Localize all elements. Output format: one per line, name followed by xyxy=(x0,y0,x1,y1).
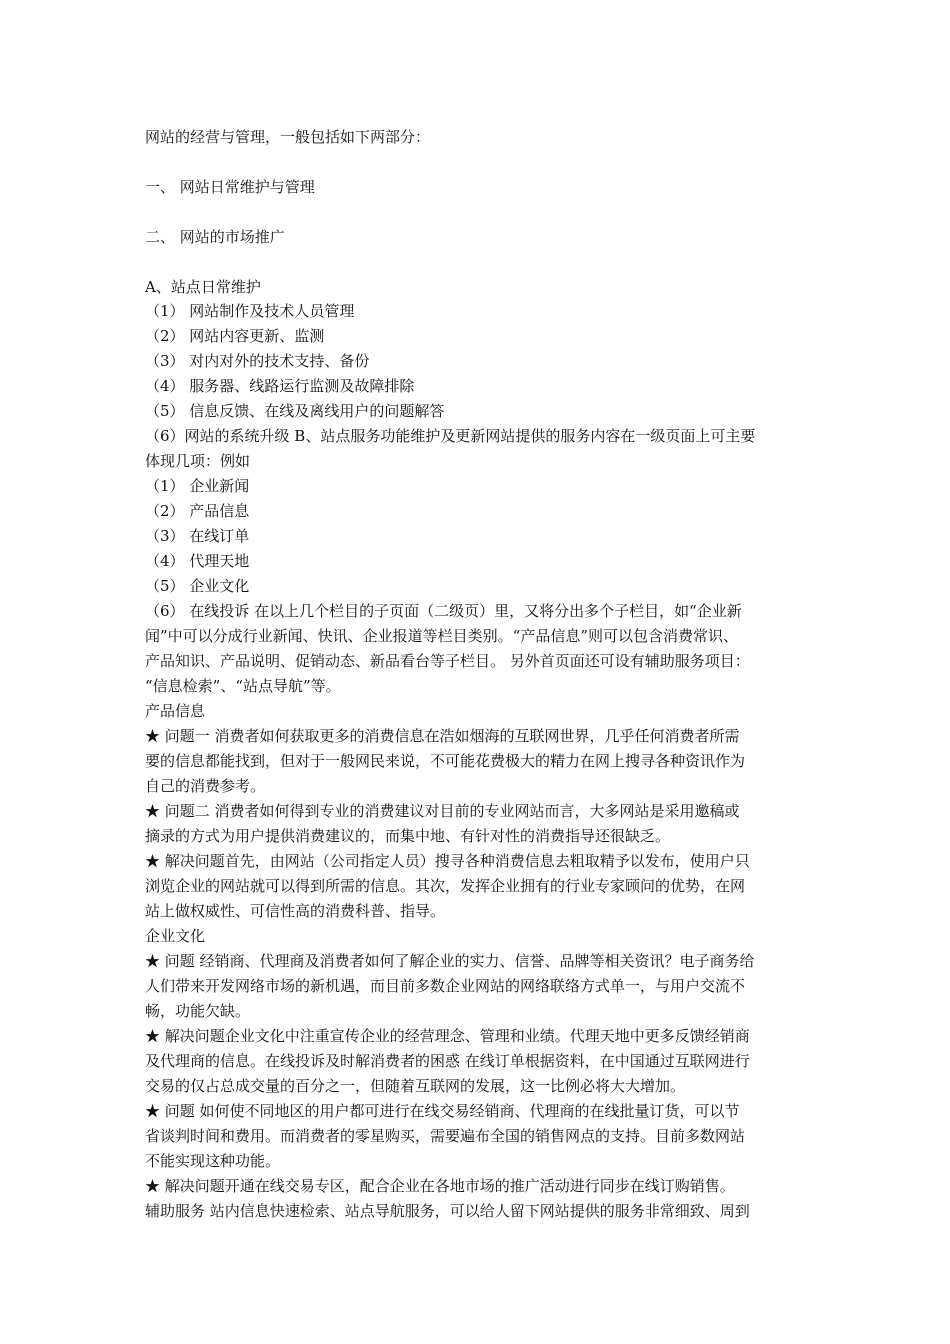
paragraph-line: （6）网站的系统升级 B、站点服务功能维护及更新网站提供的服务内容在一级页面上可主要 xyxy=(145,427,756,445)
paragraph-line: 站上做权威性、可信性高的消费科普、指导。 xyxy=(145,902,446,920)
heading-corporate-culture: 企业文化 xyxy=(145,927,206,945)
paragraph-line: 交易的仅占总成交量的百分之一，但随着互联网的发展，这一比例必将大大增加。 xyxy=(145,1077,686,1095)
paragraph-line: 人们带来开发网络市场的新机遇，而目前多数企业网站的网络联络方式单一，与用户交流不 xyxy=(145,977,746,995)
paragraph-line: 产品知识、产品说明、促销动态、新品看台等子栏目。 另外首页面还可设有辅助服务项目： xyxy=(145,652,750,670)
paragraph-line: ★ 解决问题开通在线交易专区，配合企业在各地市场的推广活动进行同步在线订购销售。 xyxy=(145,1177,735,1195)
list-item: （2） 网站内容更新、监测 xyxy=(145,327,325,345)
paragraph-line: ★ 问题 如何使不同地区的用户都可进行在线交易经销商、代理商的在线批量订货，可以节 xyxy=(145,1102,740,1120)
list-item: （4） 代理天地 xyxy=(145,552,250,570)
section-one-heading: 一、 网站日常维护与管理 xyxy=(145,178,315,196)
paragraph-line: ★ 问题一 消费者如何获取更多的消费信息在浩如烟海的互联网世界，几乎任何消费者所需 xyxy=(145,727,740,745)
paragraph-line: “信息检索”、“站点导航”等。 xyxy=(145,677,341,695)
paragraph-line: ★ 解决问题首先，由网站（公司指定人员）搜寻各种消费信息去粗取精予以发布，使用户只 xyxy=(145,852,750,870)
list-item: （1） 网站制作及技术人员管理 xyxy=(145,302,355,320)
list-item: （5） 信息反馈、在线及离线用户的问题解答 xyxy=(145,402,445,420)
paragraph-line: 自己的消费参考。 xyxy=(145,777,266,795)
list-item: （4） 服务器、线路运行监测及故障排除 xyxy=(145,377,415,395)
list-item: （3） 对内对外的技术支持、备份 xyxy=(145,352,370,370)
list-item: （5） 企业文化 xyxy=(145,577,250,595)
paragraph-line: 摘录的方式为用户提供消费建议的，而集中地、有针对性的消费指导还很缺乏。 xyxy=(145,827,671,845)
paragraph-line: （6） 在线投诉 在以上几个栏目的子页面（二级页）里，又将分出多个子栏目，如“企业新 xyxy=(145,602,742,620)
list-item: （1） 企业新闻 xyxy=(145,477,250,495)
paragraph-line: 省谈判时间和费用。而消费者的零星购买，需要遍布全国的销售网点的支持。目前多数网站 xyxy=(145,1127,746,1145)
paragraph-line: 浏览企业的网站就可以得到所需的信息。其次，发挥企业拥有的行业专家顾问的优势，在网 xyxy=(145,877,746,895)
heading-product-info: 产品信息 xyxy=(145,702,206,720)
paragraph-line: ★ 问题二 消费者如何得到专业的消费建议对目前的专业网站而言，大多网站是采用邀稿或 xyxy=(145,802,740,820)
paragraph-line: 及代理商的信息。在线投诉及时解消费者的困惑 在线订单根据资料，在中国通过互联网进行 xyxy=(145,1052,750,1070)
list-item: （3） 在线订单 xyxy=(145,527,250,545)
subsection-a-heading: A、站点日常维护 xyxy=(145,278,261,296)
paragraph-line: 要的信息都能找到，但对于一般网民来说，不可能花费极大的精力在网上搜寻各种资讯作为 xyxy=(145,752,746,770)
paragraph-line: ★ 问题 经销商、代理商及消费者如何了解企业的实力、信誉、品牌等相关资讯？电子商务给 xyxy=(145,952,755,970)
paragraph-line: 畅，功能欠缺。 xyxy=(145,1002,251,1020)
section-two-heading: 二、 网站的市场推广 xyxy=(145,228,285,246)
paragraph-line: 辅助服务 站内信息快速检索、站点导航服务，可以给人留下网站提供的服务非常细致、周到 xyxy=(145,1202,750,1220)
intro-line: 网站的经营与管理，一般包括如下两部分： xyxy=(145,128,431,146)
paragraph-line: 体现几项：例如 xyxy=(145,452,251,470)
paragraph-line: ★ 解决问题企业文化中注重宣传企业的经营理念、管理和业绩。代理天地中更多反馈经销商 xyxy=(145,1027,750,1045)
list-item: （2） 产品信息 xyxy=(145,502,250,520)
paragraph-line: 闻”中可以分成行业新闻、快讯、企业报道等栏目类别。“产品信息”则可以包含消费常识、 xyxy=(145,627,739,645)
paragraph-line: 不能实现这种功能。 xyxy=(145,1152,281,1170)
